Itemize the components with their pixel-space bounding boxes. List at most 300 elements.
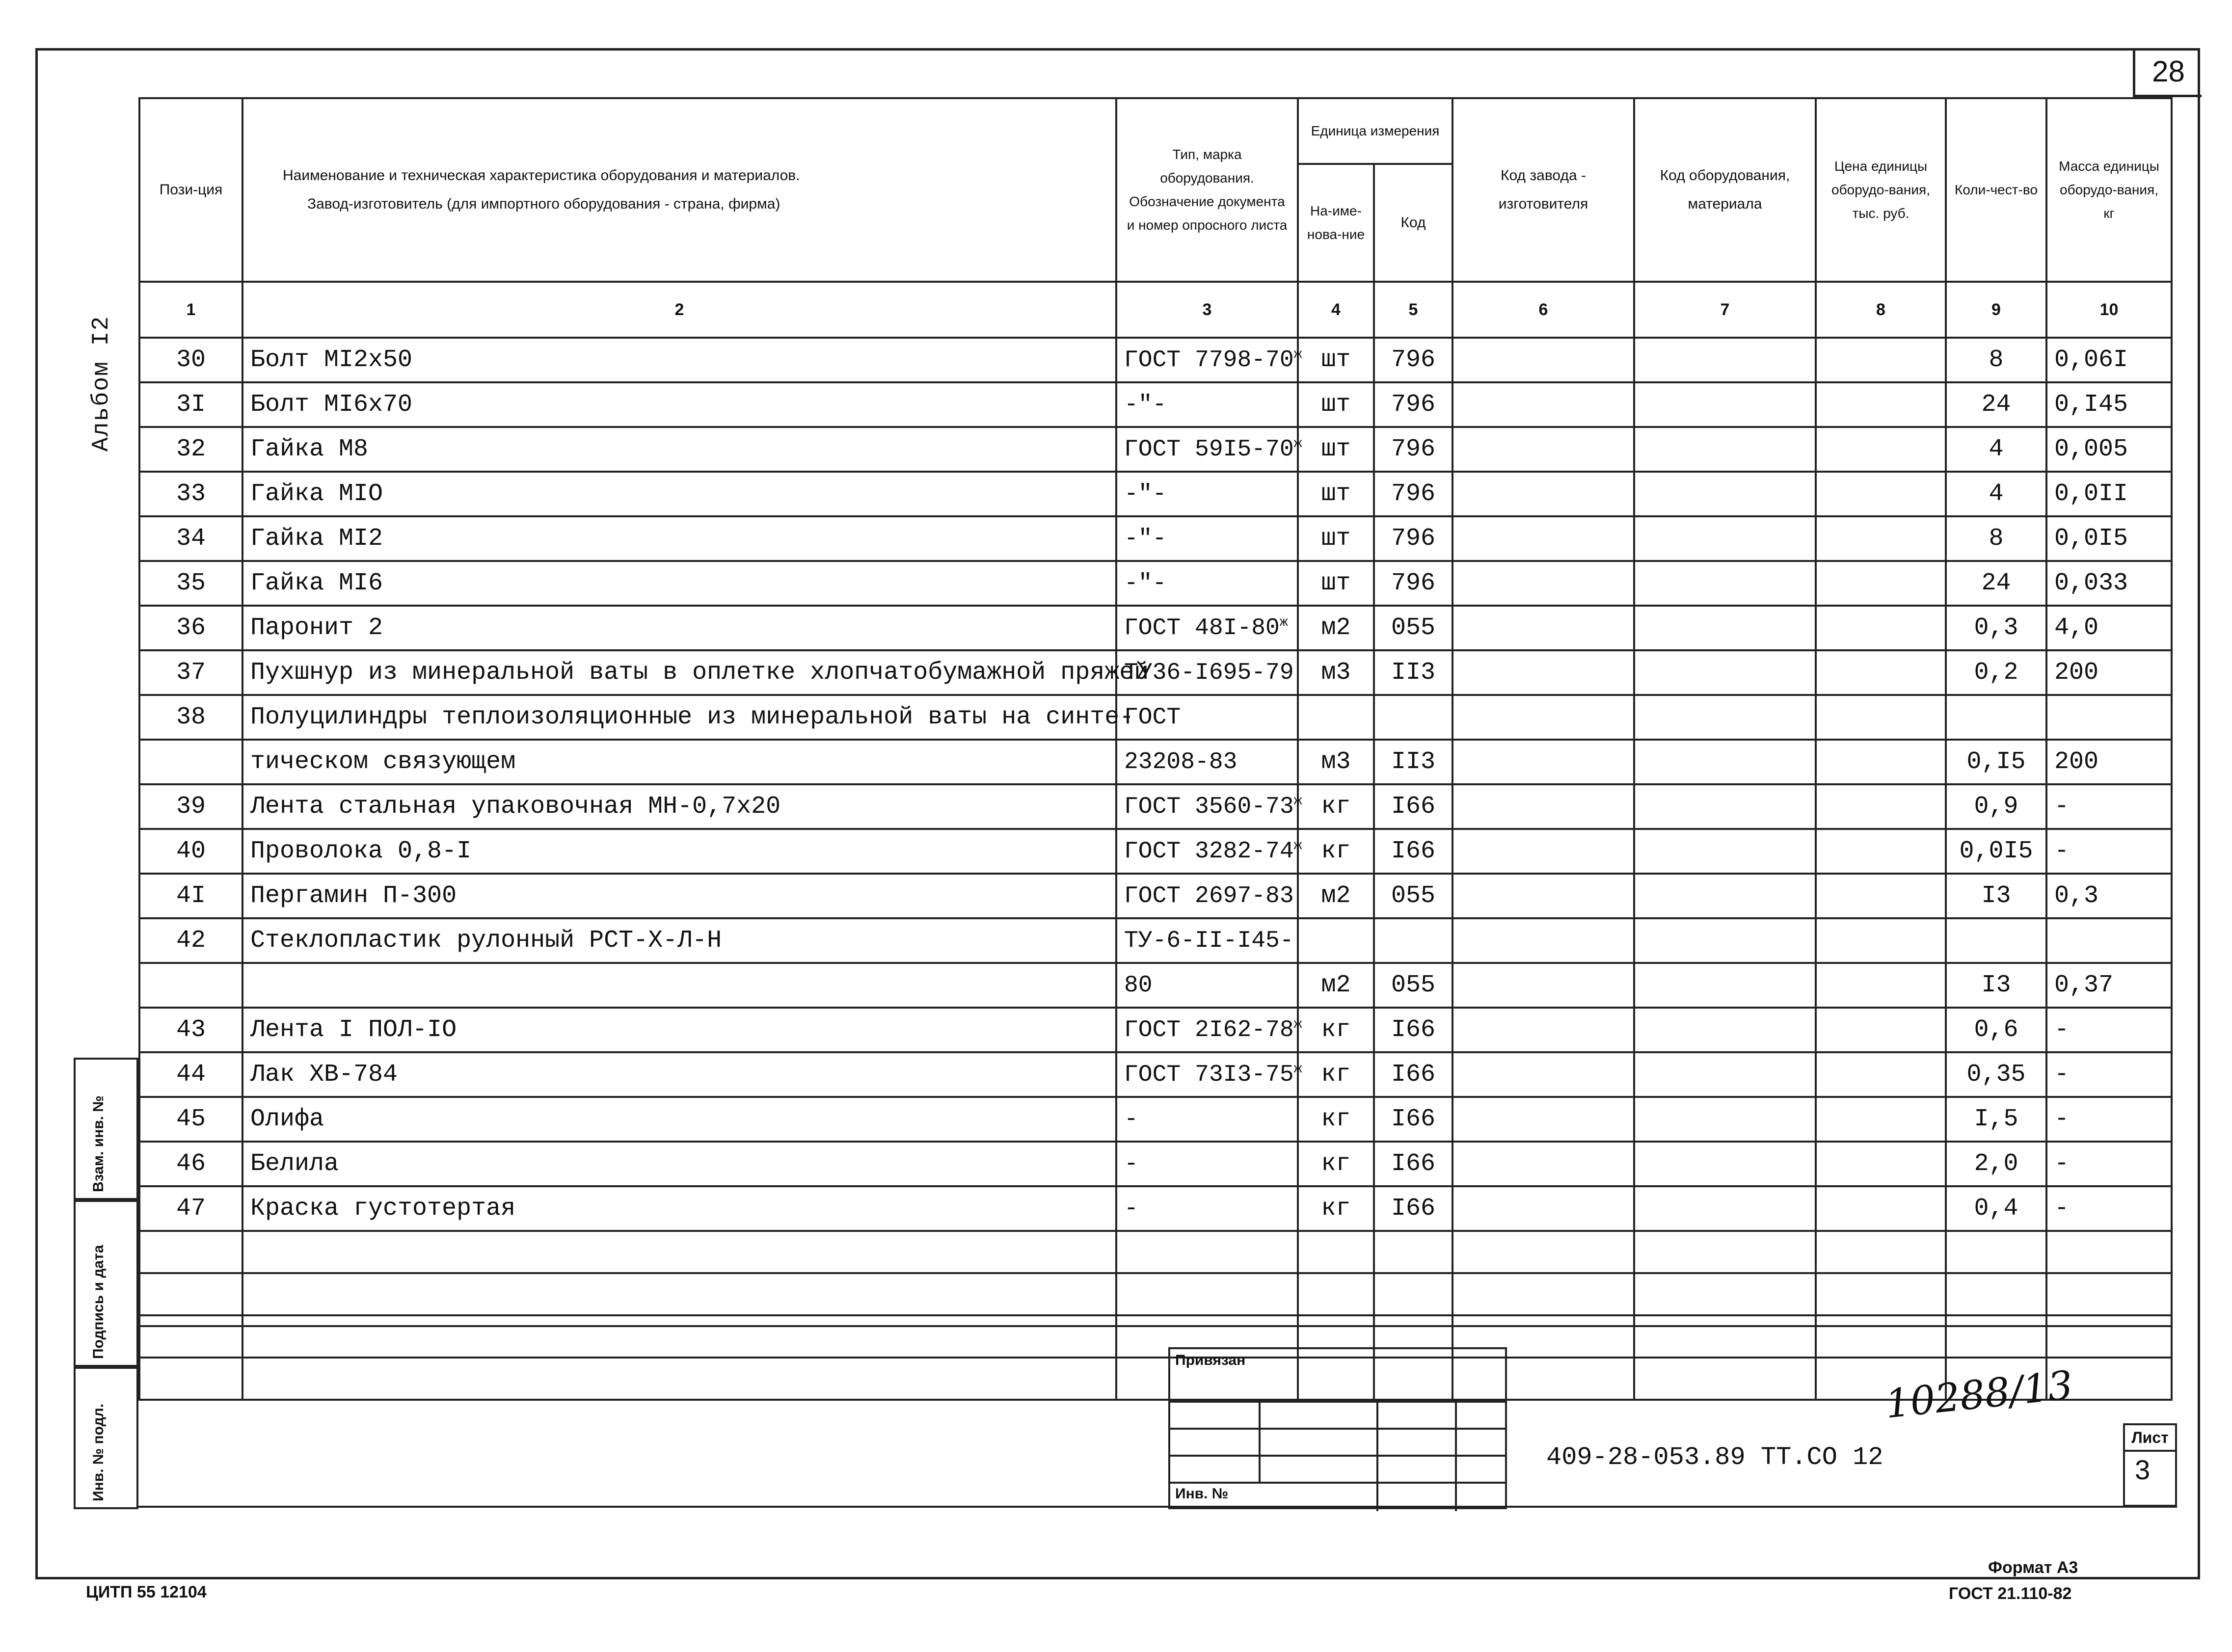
row-price [1816, 874, 1946, 918]
column-number: 8 [1816, 282, 1946, 338]
empty-cell [1816, 1231, 1946, 1273]
row-name-text: Гайка М8 [250, 435, 369, 463]
row-position-text: 37 [176, 659, 206, 687]
row-name-text: Болт МI6х70 [250, 391, 413, 419]
row-unit-code [1374, 427, 1452, 472]
empty-cell [1298, 1231, 1374, 1273]
row-maker-code [1452, 516, 1634, 561]
row-type-text: ГОСТ 7798-70 [1124, 346, 1294, 373]
row-unit [1298, 561, 1374, 606]
stamp-privyazan: Привязан [1175, 1352, 1246, 1368]
row-type-text: - [1124, 1150, 1138, 1177]
row-unit-text: м2 [1321, 614, 1351, 642]
row-name-text: Белила [250, 1150, 339, 1178]
star-mark: ж [1279, 614, 1288, 630]
row-unit-code-text: I66 [1391, 1016, 1436, 1044]
row-qty [1946, 516, 2046, 561]
star-mark: ж [1293, 1016, 1302, 1032]
row-qty [1946, 427, 2046, 472]
format-label: Формат А3 [1988, 1558, 2078, 1577]
row-name-text: Гайка МI6 [250, 569, 383, 597]
row-unit-text: шт [1321, 391, 1351, 419]
row-price [1816, 606, 1946, 650]
row-unit-text: кг [1321, 837, 1351, 865]
table-row [139, 472, 2172, 516]
row-position [139, 874, 242, 918]
row-qty [1946, 1186, 2046, 1231]
row-name-text: Гайка МI2 [250, 525, 383, 553]
row-equip-code [1634, 1186, 1816, 1231]
row-position [139, 427, 242, 472]
row-type-text: ГОСТ 3282-74 [1124, 838, 1294, 865]
row-unit-code [1374, 338, 1452, 382]
empty-cell [139, 1315, 242, 1358]
empty-cell [1116, 1231, 1298, 1273]
row-unit-code [1374, 918, 1452, 963]
row-unit-code-text: I66 [1391, 793, 1436, 821]
empty-cell [1946, 1315, 2046, 1358]
table-row [139, 829, 2172, 874]
row-name [242, 427, 1116, 472]
row-maker-code [1452, 382, 1634, 427]
row-position-text: 38 [176, 703, 206, 731]
table-row [139, 606, 2172, 650]
row-equip-code [1634, 1052, 1816, 1097]
header-position: Пози-ция [139, 98, 242, 282]
row-position-text: 35 [176, 569, 206, 597]
empty-cell [1634, 1273, 1816, 1315]
row-price [1816, 1008, 1946, 1052]
row-type-text: ГОСТ 2697-83 [1124, 882, 1294, 909]
row-name [242, 561, 1116, 606]
row-equip-code [1634, 561, 1816, 606]
row-type-text: ГОСТ 2I62-78 [1124, 1016, 1294, 1043]
empty-table-row [139, 1358, 2172, 1400]
row-type [1116, 1052, 1302, 1097]
row-price [1816, 1142, 1946, 1186]
specification-table [138, 97, 2173, 1401]
column-number: 2 [242, 282, 1116, 338]
column-number: 10 [2046, 282, 2172, 338]
row-type [1116, 561, 1298, 606]
row-maker-code [1452, 695, 1634, 740]
row-unit-code [1374, 606, 1452, 650]
row-type-text: ГОСТ 3560-73 [1124, 793, 1294, 820]
row-qty [1946, 472, 2046, 516]
row-mass [2046, 963, 2172, 1008]
row-mass-text: 200 [2054, 748, 2099, 776]
star-mark: ж [1293, 793, 1302, 809]
row-mass [2046, 740, 2172, 784]
row-unit [1298, 784, 1374, 829]
row-qty [1946, 740, 2046, 784]
row-equip-code [1634, 1008, 1816, 1052]
row-name-text: Пергамин П-300 [250, 882, 457, 910]
row-position [139, 516, 242, 561]
row-name-text: Краска густотертая [250, 1195, 516, 1223]
table-row [139, 1097, 2172, 1142]
row-price [1816, 472, 1946, 516]
column-numbers-row [139, 282, 2172, 338]
row-unit [1298, 472, 1374, 516]
header-unit-name: На-име-нова-ние [1298, 164, 1374, 282]
row-position [139, 382, 242, 427]
row-unit [1298, 918, 1374, 963]
row-price [1816, 918, 1946, 963]
row-price [1816, 427, 1946, 472]
row-unit-code-text: I66 [1391, 1195, 1436, 1223]
row-unit-code-text: I66 [1391, 1105, 1436, 1133]
star-mark: ж [1293, 1061, 1302, 1077]
header-name [242, 98, 1116, 282]
row-unit-code-text: 796 [1391, 480, 1436, 508]
strip-vzam [74, 1058, 138, 1200]
row-qty [1946, 606, 2046, 650]
row-unit [1298, 1052, 1374, 1097]
row-unit-code-text: 055 [1391, 614, 1436, 642]
row-position-text: 42 [176, 927, 206, 955]
row-qty-text: I3 [1981, 971, 2011, 999]
row-qty-text: 0,3 [1974, 614, 2018, 642]
table-row [139, 963, 2172, 1008]
row-equip-code [1634, 382, 1816, 427]
row-unit [1298, 338, 1374, 382]
row-type-text: - [1124, 1195, 1138, 1222]
empty-cell [1634, 1231, 1816, 1273]
row-unit [1298, 874, 1374, 918]
header-maker-code: Код завода - изготовителя [1452, 98, 1634, 282]
row-position-text: 46 [176, 1150, 206, 1178]
row-equip-code [1634, 784, 1816, 829]
row-position [139, 1142, 242, 1186]
row-name-text: Стеклопластик рулонный РСТ-Х-Л-Н [250, 927, 722, 955]
empty-table-row [139, 1315, 2172, 1358]
sheet-list-box [2123, 1423, 2177, 1507]
row-mass-text: 0,005 [2054, 435, 2128, 463]
row-unit-code [1374, 1097, 1452, 1142]
row-position [139, 829, 242, 874]
row-unit-code-text: II3 [1391, 659, 1436, 687]
row-unit-code [1374, 963, 1452, 1008]
row-position-text: 30 [176, 346, 206, 374]
row-mass-text: - [2054, 793, 2070, 821]
row-unit-code [1374, 1008, 1452, 1052]
header-equip-code: Код оборудования, материала [1634, 98, 1816, 282]
row-type-text: ГОСТ 73I3-75 [1124, 1061, 1294, 1088]
row-unit-code-text: I66 [1391, 1150, 1436, 1178]
column-number: 9 [1946, 282, 2046, 338]
row-name [242, 695, 1134, 740]
row-maker-code [1452, 1097, 1634, 1142]
empty-cell [2046, 1273, 2172, 1315]
row-unit [1298, 516, 1374, 561]
row-unit-text: кг [1321, 1105, 1351, 1133]
row-name-text: Паронит 2 [250, 614, 383, 642]
row-maker-code [1452, 918, 1634, 963]
row-name-text: Лак ХВ-784 [250, 1061, 398, 1089]
row-mass-text: 4,0 [2054, 614, 2099, 642]
row-unit-code [1374, 784, 1452, 829]
row-type-text: ГОСТ 48I-80 [1124, 614, 1280, 641]
row-mass [2046, 516, 2172, 561]
row-unit-text: шт [1321, 569, 1351, 597]
row-name [242, 829, 1116, 874]
row-mass-text: 0,I45 [2054, 391, 2128, 419]
row-equip-code [1634, 963, 1816, 1008]
row-maker-code [1452, 472, 1634, 516]
row-equip-code [1634, 338, 1816, 382]
column-number: 7 [1634, 282, 1816, 338]
row-mass-text: - [2054, 837, 2070, 865]
row-maker-code [1452, 784, 1634, 829]
row-name [242, 516, 1116, 561]
row-unit-text: шт [1321, 435, 1351, 463]
row-price [1816, 1097, 1946, 1142]
row-type [1116, 1142, 1298, 1186]
row-type-text: ТУ36-I695-79 [1124, 659, 1294, 686]
table-bottom-rule [138, 1325, 2171, 1327]
row-equip-code [1634, 1142, 1816, 1186]
row-qty [1946, 874, 2046, 918]
row-type [1116, 1008, 1302, 1052]
row-name [242, 1142, 1116, 1186]
row-maker-code [1452, 427, 1634, 472]
table-row [139, 338, 2172, 382]
row-unit-code [1374, 829, 1452, 874]
row-mass-text: 0,37 [2054, 971, 2114, 999]
row-maker-code [1452, 1008, 1634, 1052]
row-maker-code [1452, 338, 1634, 382]
row-type [1116, 382, 1298, 427]
empty-cell [1634, 1358, 1816, 1400]
row-qty-text: 4 [1989, 435, 2004, 463]
row-qty [1946, 1142, 2046, 1186]
row-price [1816, 829, 1946, 874]
row-qty-text: I,5 [1974, 1105, 2018, 1133]
list-value: 3 [2135, 1454, 2151, 1485]
row-qty-text: 0,2 [1974, 659, 2018, 687]
row-mass [2046, 338, 2172, 382]
row-name [242, 1008, 1116, 1052]
column-number: 6 [1452, 282, 1634, 338]
row-name [242, 606, 1116, 650]
row-maker-code [1452, 874, 1634, 918]
row-position-text: 43 [176, 1016, 206, 1044]
table-row [139, 874, 2172, 918]
row-qty [1946, 784, 2046, 829]
row-type [1116, 650, 1298, 695]
row-name [242, 650, 1149, 695]
row-position-text: 47 [176, 1195, 206, 1223]
empty-cell [2046, 1315, 2172, 1358]
sheet-number: 28 [2133, 48, 2202, 97]
row-maker-code [1452, 829, 1634, 874]
row-name-text: Болт МI2х50 [250, 346, 413, 374]
row-price [1816, 963, 1946, 1008]
row-mass [2046, 382, 2172, 427]
row-name-text: Полуцилиндры теплоизоляционные из минеральной ваты на синте- [250, 703, 1134, 731]
title-block-bottom-rule [138, 1506, 2177, 1508]
row-maker-code [1452, 1186, 1634, 1231]
table-row [139, 695, 2172, 740]
row-unit-code [1374, 1186, 1452, 1231]
row-type [1116, 695, 1298, 740]
row-qty [1946, 918, 2046, 963]
row-qty-text: 2,0 [1974, 1150, 2018, 1178]
empty-cell [1374, 1231, 1452, 1273]
row-mass [2046, 874, 2172, 918]
strip-inv-podl-label: Инв. № подл. [90, 1403, 107, 1501]
row-unit [1298, 695, 1374, 740]
row-type [1116, 1186, 1298, 1231]
empty-cell [1298, 1273, 1374, 1315]
row-unit [1298, 427, 1374, 472]
row-unit-code [1374, 650, 1452, 695]
row-unit-code-text: 796 [1391, 391, 1436, 419]
row-type [1116, 606, 1298, 650]
star-mark: ж [1293, 838, 1302, 853]
row-price [1816, 740, 1946, 784]
row-qty [1946, 1052, 2046, 1097]
album-label: Альбом I2 [88, 315, 115, 452]
row-position [139, 650, 242, 695]
row-unit-text: шт [1321, 346, 1351, 374]
row-name [242, 472, 1116, 516]
strip-podpis [74, 1200, 138, 1367]
row-qty [1946, 561, 2046, 606]
row-type [1116, 427, 1302, 472]
row-unit-code [1374, 561, 1452, 606]
header-name-line1: Наименование и техническая характеристика оборудования и материалов. [283, 167, 800, 184]
row-type [1116, 472, 1298, 516]
row-position [139, 740, 242, 784]
row-position-text: 33 [176, 480, 206, 508]
row-unit [1298, 1008, 1374, 1052]
empty-cell [139, 1273, 242, 1315]
table-row [139, 1186, 2172, 1231]
row-qty [1946, 829, 2046, 874]
row-type-text: -"- [1124, 525, 1167, 552]
row-type [1116, 740, 1298, 784]
row-type-text: -"- [1124, 480, 1167, 507]
column-number: 5 [1374, 282, 1452, 338]
strip-podpis-label: Подпись и дата [90, 1245, 107, 1359]
row-equip-code [1634, 606, 1816, 650]
row-unit-text: кг [1321, 1150, 1351, 1178]
row-type-text: ГОСТ 59I5-70 [1124, 436, 1294, 463]
row-unit-code-text: 055 [1391, 971, 1436, 999]
row-type-text: 23208-83 [1124, 748, 1237, 775]
row-qty [1946, 650, 2046, 695]
row-price [1816, 650, 1946, 695]
row-equip-code [1634, 427, 1816, 472]
row-position-text: 45 [176, 1105, 206, 1133]
row-unit-code [1374, 695, 1452, 740]
row-unit-code [1374, 472, 1452, 516]
header-unit-code: Код [1374, 164, 1452, 282]
header-name-line2: Завод-изготовитель (для импортного оборудования - страна, фирма) [307, 196, 780, 212]
row-mass [2046, 561, 2172, 606]
row-unit [1298, 1142, 1374, 1186]
row-qty-text: 24 [1981, 569, 2011, 597]
empty-cell [139, 1358, 242, 1400]
row-mass-text: - [2054, 1195, 2070, 1223]
empty-cell [242, 1315, 1116, 1358]
row-qty-text: 0,I5 [1966, 748, 2026, 776]
row-name-text: тическом связующем [250, 748, 516, 776]
strip-vzam-label: Взам. инв. № [90, 1095, 107, 1192]
row-qty-text: 0,35 [1966, 1061, 2026, 1089]
empty-table-row [139, 1231, 2172, 1273]
row-mass-text: - [2054, 1105, 2070, 1133]
row-qty [1946, 1097, 2046, 1142]
row-unit-text: шт [1321, 525, 1351, 553]
row-qty-text: 4 [1989, 480, 2004, 508]
row-qty-text: I3 [1981, 882, 2011, 910]
row-name [242, 1052, 1116, 1097]
row-unit-text: кг [1321, 1016, 1351, 1044]
row-qty [1946, 963, 2046, 1008]
row-price [1816, 516, 1946, 561]
row-equip-code [1634, 516, 1816, 561]
row-price [1816, 561, 1946, 606]
row-unit-code [1374, 874, 1452, 918]
row-maker-code [1452, 650, 1634, 695]
row-mass [2046, 784, 2172, 829]
table-row [139, 650, 2172, 695]
row-qty-text: 24 [1981, 391, 2011, 419]
row-position [139, 918, 242, 963]
row-unit-text: м3 [1321, 748, 1351, 776]
header-price: Цена единицы оборудо-вания, тыс. руб. [1816, 98, 1946, 282]
row-qty-text: 0,0I5 [1959, 837, 2033, 865]
row-price [1816, 1052, 1946, 1097]
empty-table-row [139, 1273, 2172, 1315]
empty-cell [139, 1231, 242, 1273]
row-equip-code [1634, 650, 1816, 695]
row-price [1816, 338, 1946, 382]
empty-cell [1374, 1273, 1452, 1315]
document-number: 409-28-053.89 ТТ.СО 12 [1546, 1443, 1883, 1472]
row-maker-code [1452, 1142, 1634, 1186]
row-type-text: 80 [1124, 972, 1153, 999]
row-name [242, 1097, 1116, 1142]
row-unit [1298, 650, 1374, 695]
row-unit-code [1374, 382, 1452, 427]
row-unit-code-text: 796 [1391, 435, 1436, 463]
table-body [139, 338, 2172, 1400]
row-mass [2046, 1142, 2172, 1186]
row-unit-code-text: 796 [1391, 346, 1436, 374]
empty-cell [1116, 1273, 1298, 1315]
empty-cell [1452, 1273, 1634, 1315]
row-name [242, 382, 1116, 427]
row-mass [2046, 427, 2172, 472]
row-maker-code [1452, 740, 1634, 784]
row-position [139, 1097, 242, 1142]
row-maker-code [1452, 561, 1634, 606]
empty-cell [1946, 1231, 2046, 1273]
row-price [1816, 695, 1946, 740]
empty-cell [1634, 1315, 1816, 1358]
row-mass-text: 0,0II [2054, 480, 2128, 508]
row-qty-text: 0,6 [1974, 1016, 2018, 1044]
row-mass-text: 200 [2054, 659, 2099, 687]
header-qty: Коли-чест-во [1946, 98, 2046, 282]
row-unit-code-text: 796 [1391, 525, 1436, 553]
row-type [1116, 516, 1298, 561]
footer-left-code: ЦИТП 55 12104 [86, 1583, 207, 1601]
